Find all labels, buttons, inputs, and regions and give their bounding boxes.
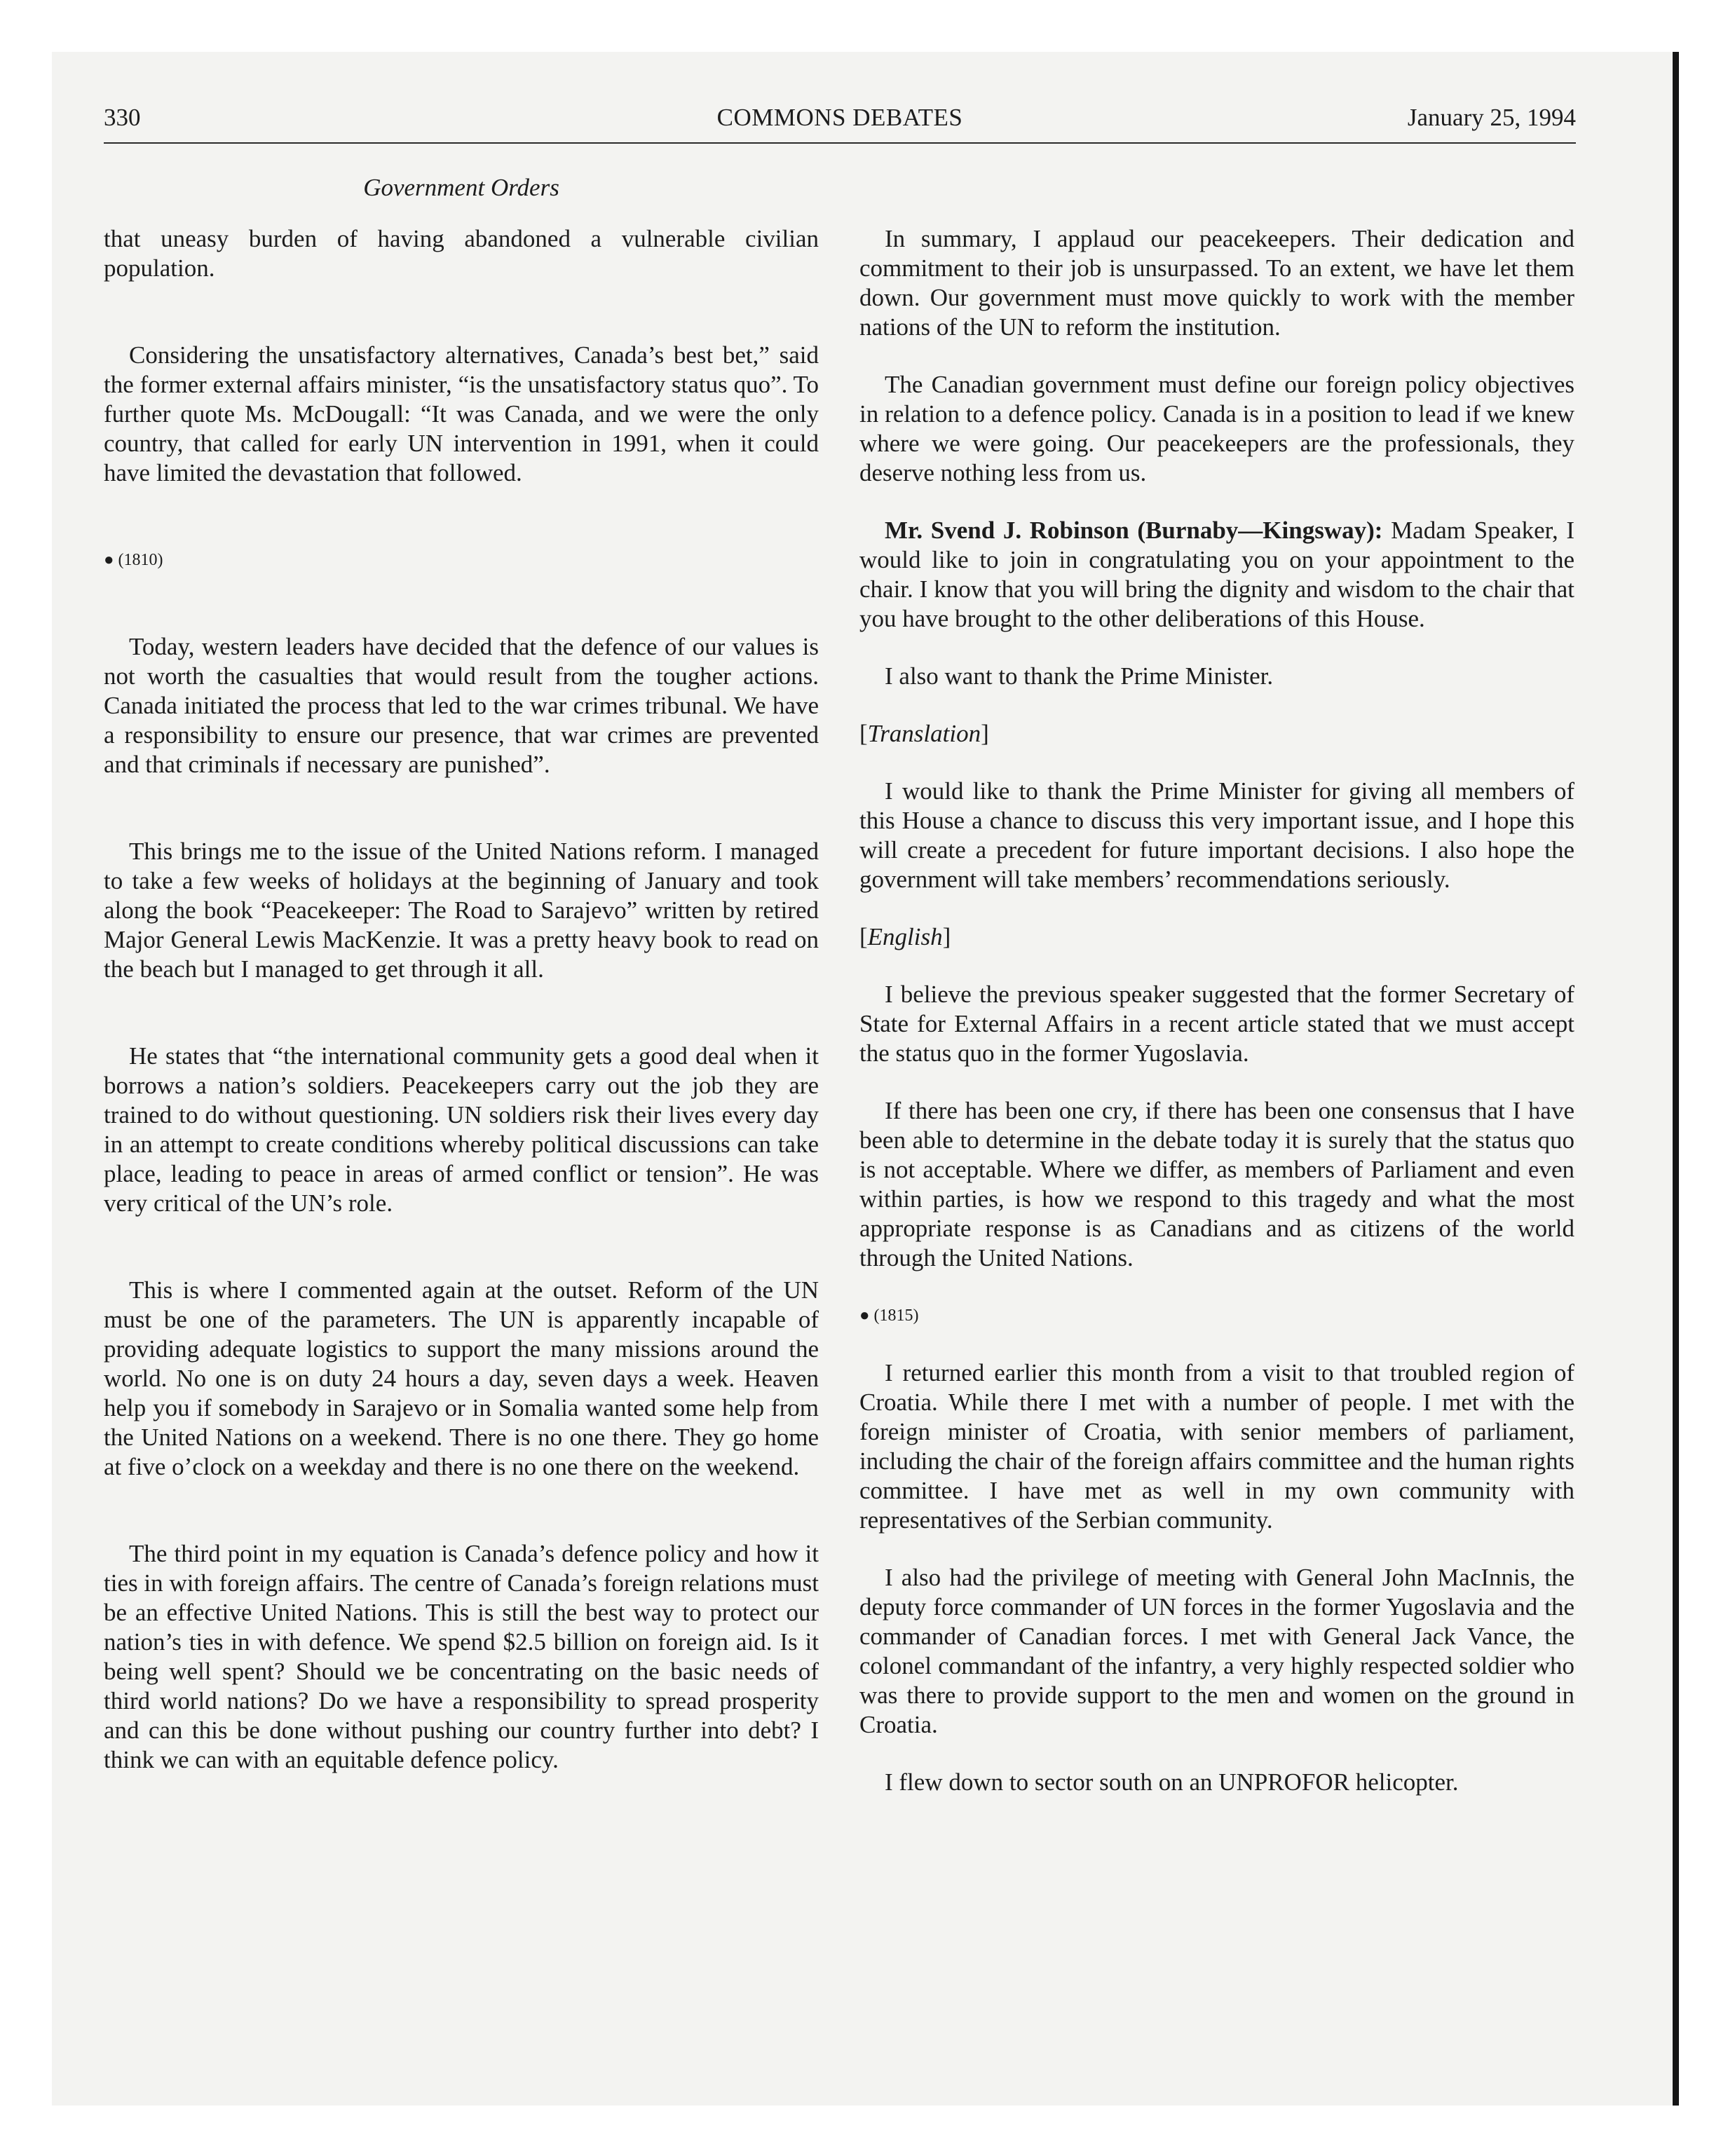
publication-title: COMMONS DEBATES [716, 104, 963, 131]
paragraph: Today, western leaders have decided that the defence of our values is not worth the casualties that would result from the tougher actions. Canada initiated the process that led to the war crimes tribunal. We have a responsibility to ensure our presence, that war crimes are prevented and that criminals if necessary are punished”. [104, 633, 819, 778]
paragraph: I also had the privilege of meeting with General John MacInnis, the deputy force commander of UN forces in the former Yugoslavia and the commander of Canadian forces. I met with General Jack Vance, the colonel commandant of the infantry, a very highly respected soldier who was there to provide support to the men and women on the ground in Croatia. [859, 1564, 1574, 1738]
paragraph: I would like to thank the Prime Minister for giving all members of this House a chance to discuss this very important issue, and I hope this will create a precedent for future important decisions. I also hope the government will take members’ recommendations seriously. [859, 777, 1574, 893]
language-label: English [867, 923, 943, 950]
paragraph: The third point in my equation is Canada’s defence policy and how it ties in with foreign affairs. The centre of Canada’s foreign relations must be an effective United Nations. This is still the best way to protect our nation’s ties in with defence. We spend $2.5 billion on foreign aid. Is it being well spent? Should we be concentrating on the basic needs of third world nations? Do we have a responsibility to spread prosperity and can this be done without pushing our country further into debt? I think we can with an equitable defence policy. [104, 1540, 819, 1773]
paragraph: I also want to thank the Prime Minister. [885, 662, 1274, 690]
speech-paragraph [859, 516, 1574, 634]
paragraph: I returned earlier this month from a visit to that troubled region of Croatia. While there I met with a number of people. I met with the foreign minister of Croatia, with senior members of parliament, including the chair of the foreign affairs committee and the human rights committee. I have met as well in my own community with representatives of the Serbian community. [859, 1359, 1574, 1534]
paragraph: I flew down to sector south on an UNPROFOR helicopter. [885, 1768, 1459, 1796]
speaker-name: Mr. Svend J. Robinson (Burnaby—Kingsway): [885, 517, 1383, 544]
speech-text: Madam Speaker, I would like to join in congratulating you on your appointment to the chair. I know that you will bring the dignity and wisdom to the chair that you have brought to the other deliberations of this House. [859, 517, 1574, 632]
paragraph: The Canadian government must define our foreign policy objectives in relation to a defence policy. Canada is in a position to lead if we knew where we were going. Our peacekeepers are the professionals, they deserve nothing less from us. [859, 371, 1574, 486]
page-number: 330 [104, 104, 141, 131]
header-rule [104, 142, 1576, 144]
publication-date: January 25, 1994 [1407, 104, 1576, 131]
language-label: Translation [867, 720, 981, 747]
paragraph: Considering the unsatisfactory alternatives, Canada’s best bet,” said the former external affairs minister, “is the unsatisfactory status quo”. To further quote Ms. McDougall: “It was Canada, and we were the only country, that called for early UN intervention in 1991, when it could have limited the devastation that followed. [104, 341, 819, 486]
time-marker: ● (1810) [104, 551, 163, 569]
left-column [104, 224, 819, 1803]
paragraph: In summary, I applaud our peacekeepers. Their dedication and commitment to their job is unsurpassed. To an extent, we have let them down. Our government must move quickly to work with the member nations of the UN to reform the institution. [859, 225, 1574, 341]
paragraph: that uneasy burden of having abandoned a vulnerable civilian population. [104, 225, 819, 282]
section-title: Government Orders [363, 174, 559, 201]
language-note: [English] [859, 923, 951, 950]
page-header [104, 104, 1576, 146]
language-note: [Translation] [859, 720, 989, 747]
paragraph: This brings me to the issue of the United Nations reform. I managed to take a few weeks of holidays at the beginning of January and took along the book “Peacekeeper: The Road to Sarajevo” written by retired Major General Lewis MacKenzie. It was a pretty heavy book to read on the beach but I managed to get through it all. [104, 838, 819, 983]
paragraph: He states that “the international community gets a good deal when it borrows a nation’s soldiers. Peacekeepers carry out the job they are trained to do without questioning. UN soldiers risk their lives every day in an attempt to create conditions whereby political discussions can take place, leading to peace in areas of armed conflict or tension”. He was very critical of the UN’s role. [104, 1042, 819, 1217]
paragraph: I believe the previous speaker suggested that the former Secretary of State for External Affairs in a recent article stated that we must accept the status quo in the former Yugoslavia. [859, 981, 1574, 1067]
paragraph: This is where I commented again at the outset. Reform of the UN must be one of the parameters. The UN is apparently incapable of providing adequate logistics to support the many missions around the world. No one is on duty 24 hours a day, seven days a week. Heaven help you if somebody in Sarajevo or in Somalia wanted some help from the United Nations on a weekend. There is no one there. They go home at five o’clock on a weekday and there is no one there on the weekend. [104, 1276, 819, 1480]
paragraph: If there has been one cry, if there has been one consensus that I have been able to determine in the debate today it is surely that the status quo is not acceptable. Where we differ, as members of Parliament and even within parties, is how we respond to this tragedy and what the most appropriate response is as Canadians and as citizens of the world through the United Nations. [859, 1097, 1574, 1271]
page-edge-shadow [1673, 52, 1679, 2106]
time-marker: ● (1815) [859, 1306, 919, 1325]
right-column [859, 224, 1574, 1825]
